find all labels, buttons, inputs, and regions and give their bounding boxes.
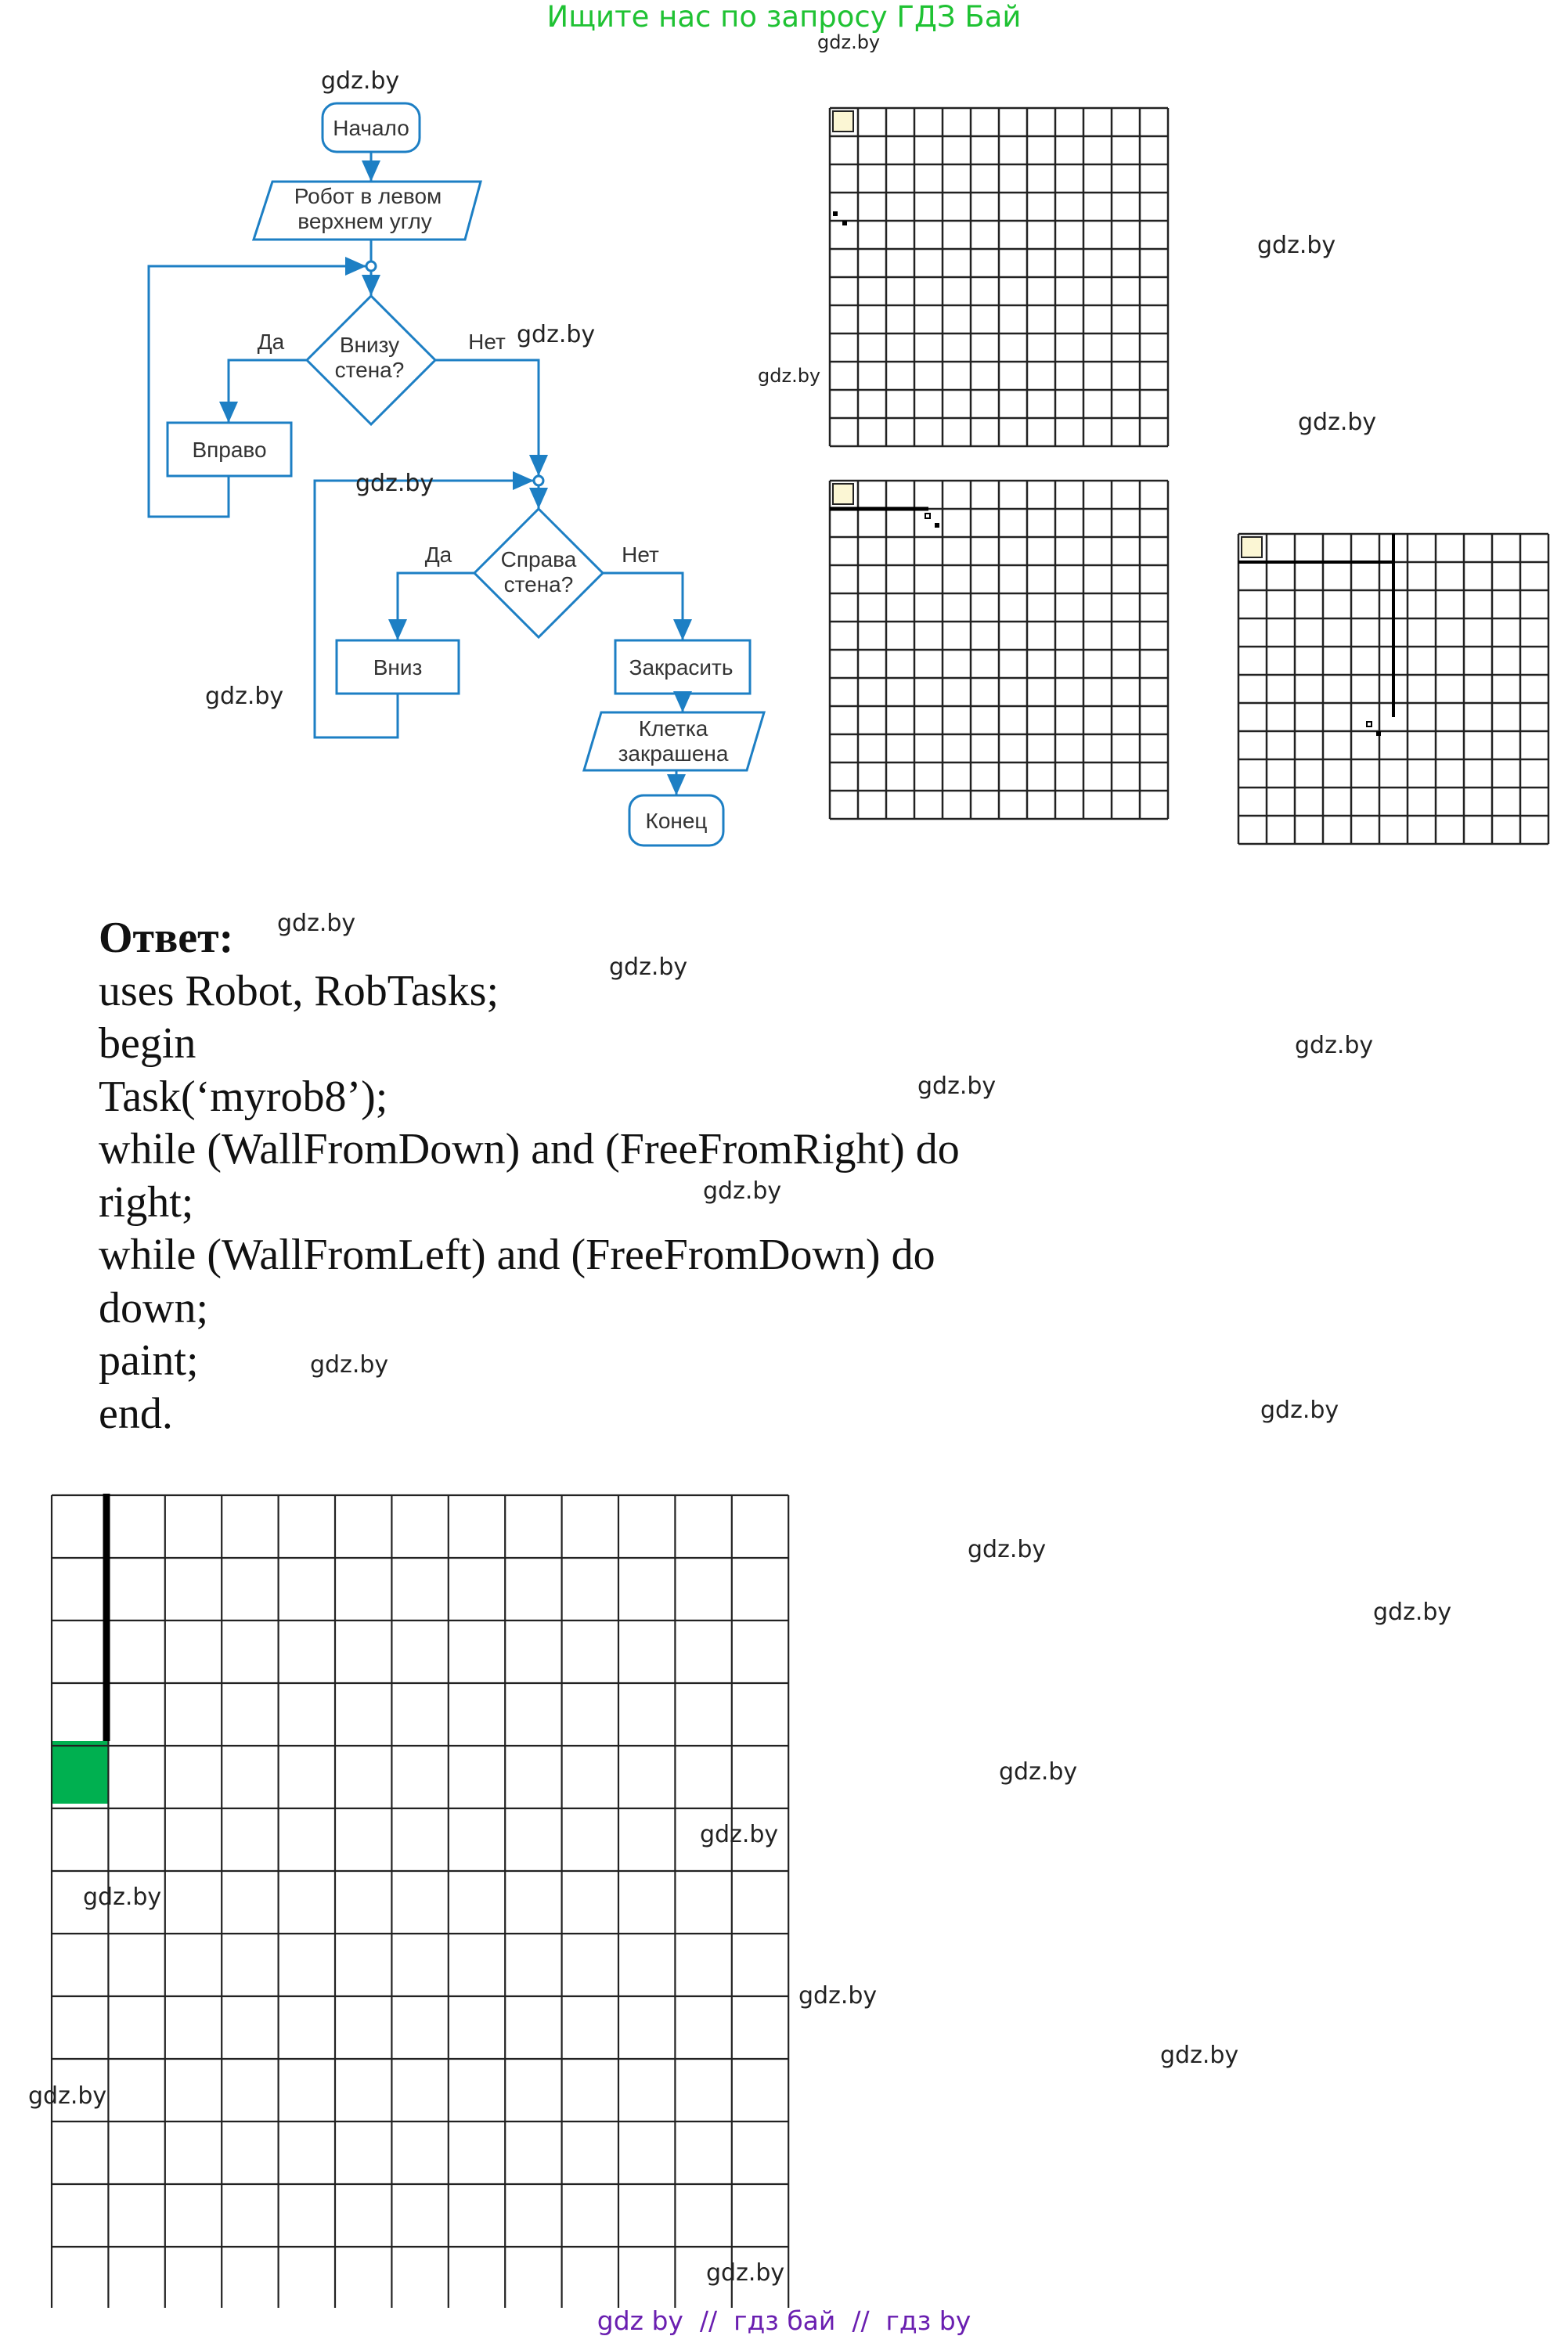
junction-2: [534, 476, 543, 485]
cond2-yes-label: Да: [424, 543, 452, 567]
watermark: gdz.by: [1257, 232, 1336, 259]
cond2-label-1: Справа: [500, 547, 577, 571]
watermark: gdz.by: [706, 2259, 785, 2287]
marker-dot: [842, 221, 847, 225]
painted-cell: [52, 1741, 108, 1804]
junction-1: [366, 261, 376, 271]
cond2-label-2: стена?: [503, 572, 574, 597]
result-label-1: Клетка: [638, 716, 708, 741]
right-label: Вправо: [192, 438, 267, 462]
example-grid-3: [1237, 532, 1550, 845]
watermark: gdz.by: [1260, 1397, 1339, 1424]
code-line-1: uses Robot, RobTasks;: [99, 966, 499, 1015]
watermark: gdz.by: [798, 1982, 878, 2010]
watermark: gdz.by: [817, 31, 881, 53]
watermark: gdz.by: [277, 910, 356, 937]
code-line-7: down;: [99, 1283, 208, 1332]
code-line-9: end.: [99, 1389, 173, 1438]
end-label: Конец: [645, 809, 708, 833]
robot-cell: [833, 484, 853, 504]
example-grid-1: [828, 106, 1173, 451]
footer-links[interactable]: gdz by // гдз бай // гдз by: [597, 2305, 971, 2336]
paint-label: Закрасить: [629, 655, 734, 680]
watermark: gdz.by: [28, 2082, 107, 2110]
watermark: gdz.by: [758, 365, 821, 387]
marker-dot: [1367, 722, 1372, 726]
watermark: gdz.by: [83, 1884, 162, 1911]
code-line-5: right;: [99, 1177, 194, 1227]
watermark: gdz.by: [1295, 1032, 1374, 1059]
watermark: gdz.by: [517, 321, 596, 348]
watermark: gdz.by: [1373, 1599, 1452, 1626]
watermark: gdz.by: [1160, 2042, 1239, 2069]
flowchart: [0, 0, 783, 877]
marker-dot: [925, 514, 930, 518]
down-label: Вниз: [373, 655, 423, 680]
watermark: gdz.by: [310, 1351, 389, 1379]
cond1-label-2: стена?: [334, 358, 405, 382]
robot-cell: [833, 111, 853, 132]
code-line-2: begin: [99, 1019, 196, 1068]
code-line-8: paint;: [99, 1336, 199, 1385]
top-banner[interactable]: Ищите нас по запросу ГДЗ Бай: [546, 0, 1022, 34]
cond1-label-1: Внизу: [339, 333, 400, 357]
cond1-yes-label: Да: [257, 330, 285, 354]
code-line-4: while (WallFromDown) and (FreeFromRight) do: [99, 1125, 960, 1173]
example-grid-2: [828, 479, 1176, 824]
watermark: gdz.by: [968, 1536, 1047, 1563]
init-label-2: верхнем углу: [297, 209, 432, 233]
watermark: gdz.by: [917, 1072, 997, 1100]
watermark: gdz.by: [999, 1758, 1078, 1786]
answer-title: Ответ:: [99, 914, 234, 962]
code-line-3: Task(‘myrob8’);: [99, 1072, 388, 1121]
cond1-no-label: Нет: [468, 330, 506, 354]
cond2-no-label: Нет: [622, 543, 659, 567]
marker-dot: [935, 523, 939, 528]
marker-dot: [833, 211, 838, 216]
robot-cell: [1242, 537, 1262, 557]
code-line-6: while (WallFromLeft) and (FreeFromDown) do: [99, 1231, 935, 1279]
watermark: gdz.by: [355, 470, 434, 497]
watermark: gdz.by: [1298, 409, 1377, 436]
watermark: gdz.by: [205, 683, 284, 710]
watermark: gdz.by: [609, 954, 688, 981]
answer-block: [99, 912, 960, 1440]
init-label-1: Робот в левом: [294, 184, 442, 208]
marker-dot: [1376, 731, 1381, 736]
watermark: gdz.by: [703, 1177, 782, 1205]
start-label: Начало: [333, 116, 409, 140]
result-label-2: закрашена: [618, 741, 729, 766]
watermark: gdz.by: [321, 67, 400, 95]
watermark: gdz.by: [700, 1821, 779, 1848]
